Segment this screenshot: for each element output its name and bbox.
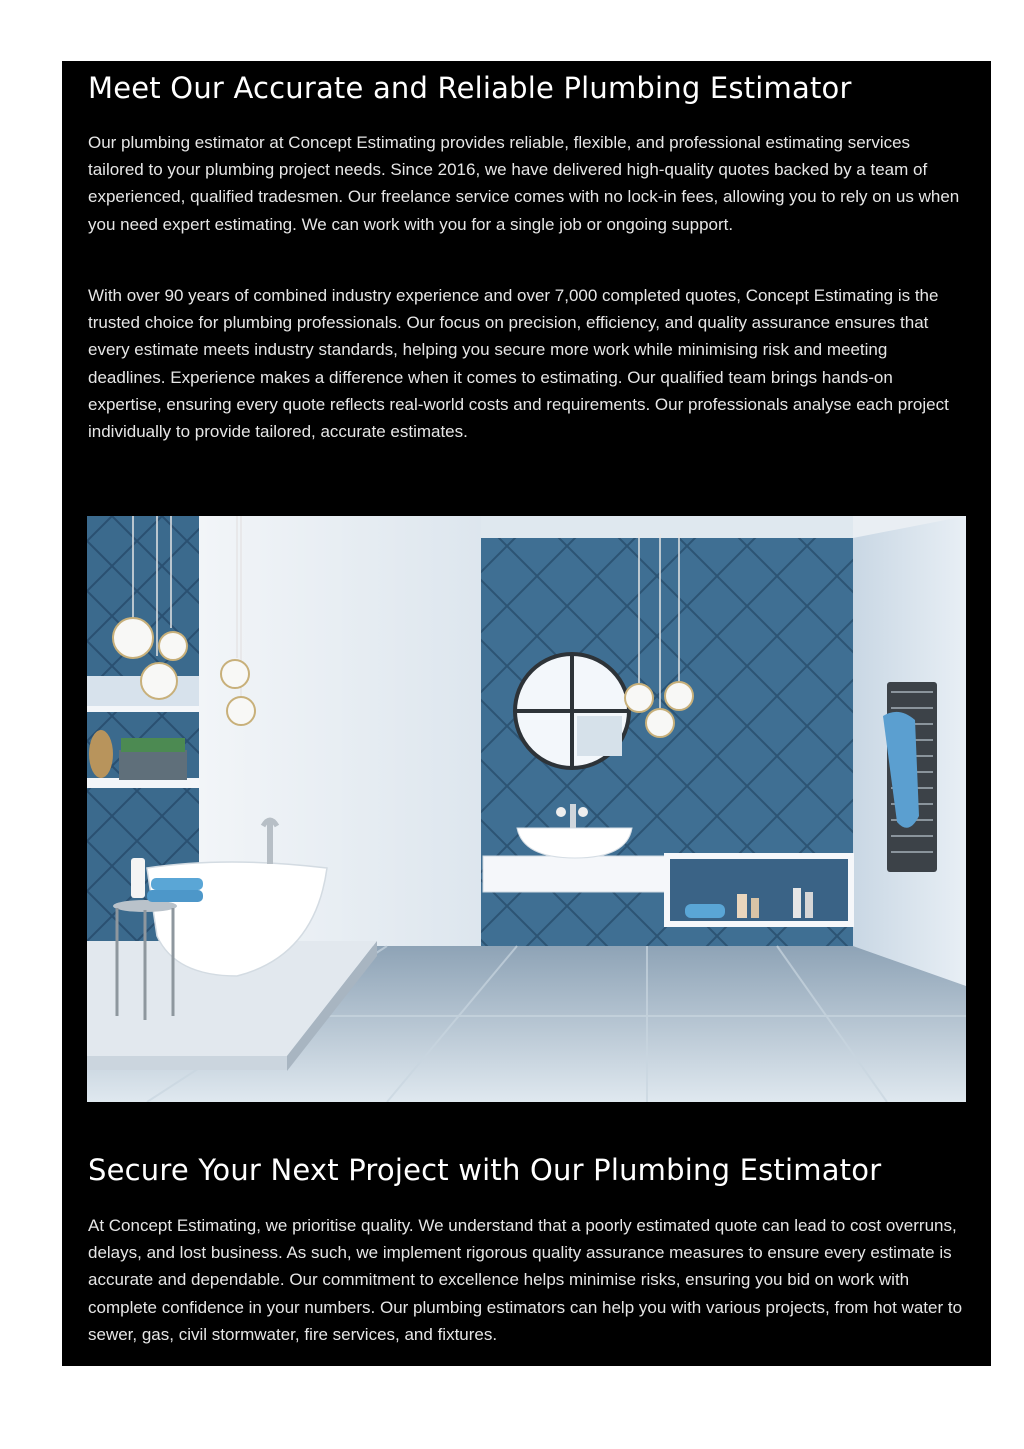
quality-paragraph: At Concept Estimating, we prioritise quality. We understand that a poorly estimated quote can lead to cost overruns, delays, and lost business. As such, we implement rigorous quality assurance measures to ensure every estimate is accurate and dependable. Our commitment to excellence helps minimise risks, ensuring you bid on work with complete confidence in your numbers. Our plumbing estimators can help you with various projects, from hot water to sewer, gas, civil stormwater, fire services, and fixtures. (88, 1216, 963, 1344)
content-panel (62, 61, 991, 1366)
section-heading-secure-project: Secure Your Next Project with Our Plumbing Estimator (88, 1153, 882, 1187)
intro-paragraph: Our plumbing estimator at Concept Estimating provides reliable, flexible, and professional estimating services tailored to your plumbing project needs. Since 2016, we have delivered high-quality quotes backed by a team of experienced, qualified tradesmen. Our freelance service comes with no lock-in fees, allowing you to rely on us when you need expert estimating. We can work with you for a single job or ongoing support. (88, 133, 960, 234)
section-heading-estimator: Meet Our Accurate and Reliable Plumbing Estimator (88, 71, 852, 105)
bathroom-hero-image (87, 516, 966, 1102)
experience-paragraph: With over 90 years of combined industry experience and over 7,000 completed quotes, Concept Estimating is the trusted choice for plumbing professionals. Our focus on precision, efficiency, and quality assurance ensures that every estimate meets industry standards, helping you secure more work while minimising risk and meeting deadlines. Experience makes a difference when it comes to estimating. Our qualified team brings hands-on expertise, ensuring every quote reflects real-world costs and requirements. Our professionals analyse each project individually to provide tailored, accurate estimates. (88, 286, 949, 442)
